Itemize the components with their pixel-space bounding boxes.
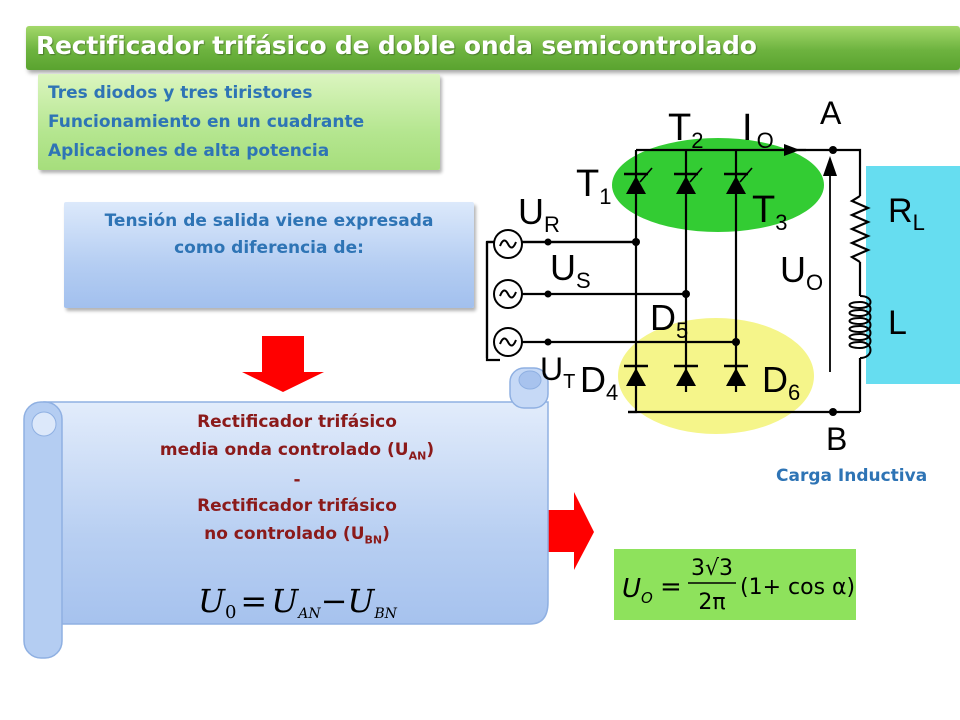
label-b: B — [826, 421, 848, 457]
svg-text:3√3: 3√3 — [690, 556, 734, 581]
label-d6: $D_6$ — [762, 359, 801, 405]
load-zone — [866, 166, 960, 384]
label-d5: $D_5$ — [650, 297, 689, 343]
feature-diodes-thyristors: Tres diodos y tres tiristores — [48, 83, 313, 103]
output-voltage-formula — [614, 549, 856, 620]
down-arrow-icon — [242, 336, 324, 392]
svg-text:(1+ cos α): (1+ cos α) — [740, 575, 856, 600]
ac-source-t-icon — [494, 328, 522, 356]
scroll-line-2: media onda controlado $(U_{AN})$ — [159, 440, 435, 463]
scroll-dash: - — [293, 470, 301, 490]
slide-title: Rectificador trifásico de doble onda semicontrolado — [36, 31, 757, 60]
label-t3: $T_3$ — [752, 189, 788, 235]
note-line-1: Tensión de salida viene expresada — [104, 211, 434, 231]
label-us: $U_S$ — [550, 247, 591, 293]
scroll-line-3: Rectificador trifásico — [197, 496, 397, 516]
svg-text:U0=UAN−UBN: U0 = UAN−UBN — [198, 582, 397, 623]
feature-one-quadrant: Funcionamiento en un cuadrante — [48, 112, 365, 132]
svg-text:O: O — [641, 589, 653, 607]
resistor-icon — [852, 196, 868, 262]
label-a: A — [820, 95, 842, 131]
ac-source-s-icon — [494, 280, 522, 308]
svg-text:U: U — [622, 574, 642, 604]
label-l: L — [888, 304, 907, 342]
label-io: I $_O$ — [742, 107, 774, 153]
voltage-arrow-icon — [823, 156, 837, 176]
ac-source-r-icon — [494, 230, 522, 258]
svg-text:2π: 2π — [698, 590, 726, 615]
label-rl: $R_L$ — [888, 192, 925, 235]
load-caption: Carga Inductiva — [776, 466, 928, 486]
label-ur: $U_R$ — [518, 191, 560, 237]
label-ut: $U_T$ — [540, 351, 576, 393]
scroll-line-4: no controlado $(U_{BN})$ — [204, 524, 390, 547]
note-line-2: como diferencia de: — [174, 238, 364, 258]
label-d4: $D_4$ — [580, 359, 619, 405]
svg-text:=: = — [660, 572, 682, 602]
label-t1: $T_1$ — [576, 163, 612, 209]
feature-high-power: Aplicaciones de alta potencia — [48, 141, 330, 161]
scroll-line-1: Rectificador trifásico — [197, 412, 397, 432]
label-uo: $U_O$ — [780, 249, 824, 295]
label-t2: $T_2$ — [668, 107, 704, 153]
